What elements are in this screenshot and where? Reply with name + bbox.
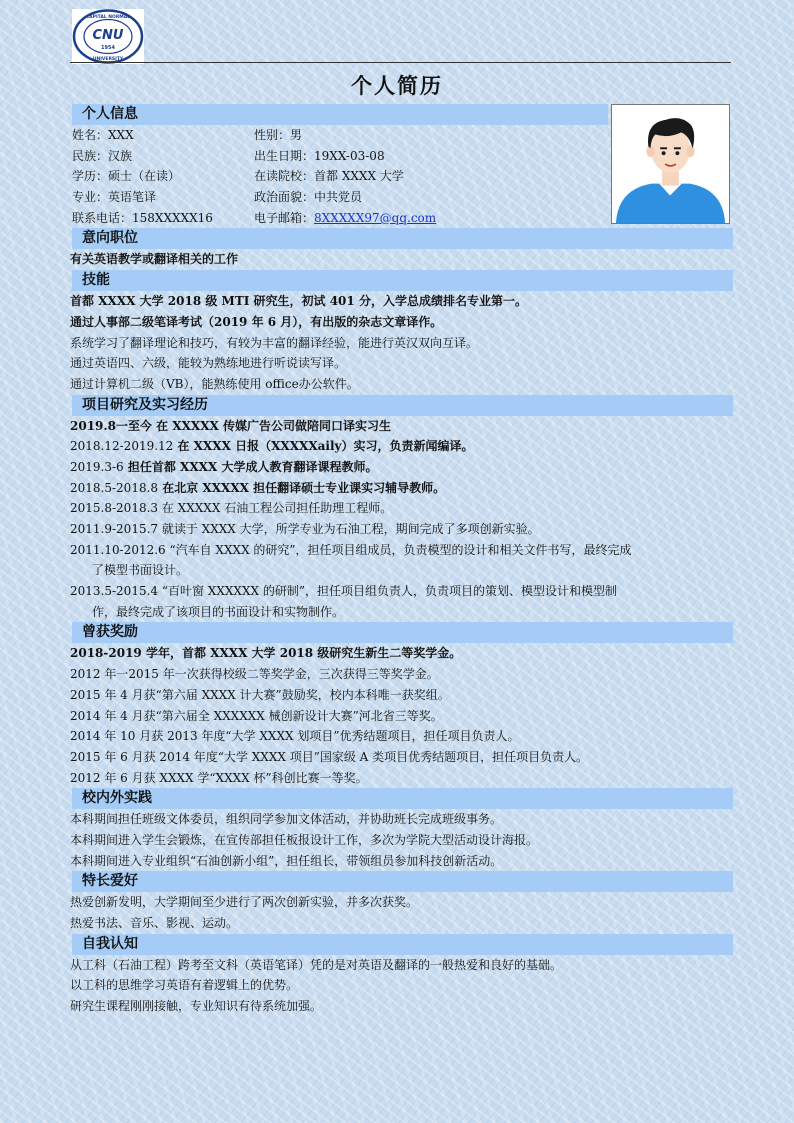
list-item: 从工科（石油工程）跨考至文科（英语笔译）凭的是对英语及翻译的一般热爱和良好的基础。 [70, 957, 563, 972]
project-date: 2018.5-2018.8 [70, 480, 159, 495]
projects-list [70, 416, 733, 623]
project-date: 2011.9-2015.7 [70, 522, 159, 536]
list-item: 2014 年 4 月获“第六届全 XXXXXX 械创新设计大赛”河北省三等奖。 [70, 708, 443, 723]
list-item: 热爱创新发明，大学期间至少进行了两次创新实验，并多次获奖。 [70, 895, 419, 910]
info-row [70, 208, 733, 229]
project-date: 2011.10-2012.6 [70, 542, 166, 557]
gender-field: 性别：男 [254, 128, 303, 142]
project-text: 就读于 XXXX 大学，所学专业为石油工程，期间完成了多项创新实验。 [158, 522, 540, 536]
section-heading-hobbies: 特长爱好 [72, 871, 733, 892]
university-logo [72, 9, 144, 64]
project-line [70, 519, 733, 540]
list-item [70, 498, 733, 519]
project-line [70, 457, 733, 478]
list-item: 通过英语四、六级，能较为熟练地进行听说读写译。 [70, 356, 347, 371]
info-row [70, 146, 733, 167]
list-item [70, 457, 733, 478]
list-item: 系统学习了翻译理论和技巧，有较为丰富的翻译经验，能进行英汉双向互译。 [70, 335, 479, 350]
list-item: 研究生课程刚刚接触，专业知识有待系统加强。 [70, 999, 323, 1014]
major-field: 专业：英语笔译 [72, 190, 157, 205]
list-item: 首都 XXXX 大学 2018 级 MTI 研究生，初试 401 分，入学总成绩排名专业第一。 [70, 294, 527, 309]
project-text: “汽车自 XXXX 的研究”，担任项目组成员，负责模型的设计和相关文件书写，最终完成 [165, 542, 632, 557]
project-text: 在 XXXXX 石油工程公司担任助理工程师。 [158, 501, 393, 516]
practice-list [70, 809, 733, 871]
project-line [70, 436, 733, 457]
list-item: 本科期间担任班级文体委员，组织同学参加文体活动，并协助班长完成班级事务。 [70, 812, 503, 827]
section-heading-personal: 个人信息 [72, 104, 608, 125]
awards-list [70, 643, 733, 788]
project-line [70, 540, 733, 561]
logo-year: 1954 [101, 45, 115, 51]
project-continuation: 了模型书面设计。 [92, 563, 189, 578]
ethnicity-field: 民族：汉族 [72, 148, 133, 163]
section-heading-awards: 曾获奖励 [72, 622, 733, 643]
list-item: 2015 年 6 月获 2014 年度“大学 XXXX 项目”国家级 A 类项目优秀结题项目，担任项目负责人。 [70, 749, 589, 764]
section-heading-intent: 意向职位 [72, 228, 733, 249]
project-date: 2019.8一至今 [70, 418, 152, 433]
project-text: 在 XXXXX 传媒广告公司做陪同口译实习生 [151, 418, 392, 433]
list-item: 以工科的思维学习英语有着逻辑上的优势。 [70, 978, 299, 993]
email-field [254, 208, 436, 229]
list-item [70, 540, 733, 581]
project-date: 2019.3-6 [70, 459, 124, 474]
project-continuation: 作，最终完成了该项目的书面设计和实物制作。 [92, 604, 345, 619]
logo-ring-top: CAPITAL NORMAL [85, 15, 131, 20]
project-text: 担任首都 XXXX 大学成人教育翻译课程教师。 [123, 459, 378, 474]
section-heading-self: 自我认知 [72, 934, 733, 955]
header-divider [70, 62, 731, 63]
section-heading-practice: 校内外实践 [72, 788, 733, 809]
self-list [70, 955, 733, 1017]
project-text: 在北京 XXXXX 担任翻译硕士专业课实习辅导教师。 [158, 480, 446, 495]
project-text: 在 XXXX 日报（XXXXXaily）实习，负责新闻编译。 [173, 439, 474, 454]
list-item: 本科期间进入学生会锻炼，在宣传部担任板报设计工作，多次为学院大型活动设计海报。 [70, 832, 539, 847]
resume-content [70, 104, 733, 1017]
skills-list [70, 291, 733, 394]
list-item [70, 416, 733, 437]
list-item: 本科期间进入专业组织“石油创新小组”，担任组长，带领组员参加科技创新活动。 [70, 853, 503, 868]
section-heading-projects: 项目研究及实习经历 [72, 395, 733, 416]
list-item: 通过人事部二级笔译考试（2019 年 6 月），有出版的杂志文章译作。 [70, 314, 443, 329]
info-row [70, 166, 733, 187]
info-row [70, 187, 733, 208]
logo-center-text: CNU [92, 28, 124, 43]
phone-field: 联系电话：158XXXXX16 [72, 210, 213, 225]
intent-text: 有关英语教学或翻译相关的工作 [70, 252, 239, 267]
page-title: 个人简历 [351, 73, 443, 98]
email-label: 电子邮箱： [254, 210, 315, 225]
list-item: 热爱书法、音乐、影视、运动。 [70, 916, 239, 930]
name-field: 姓名：XXX [72, 128, 134, 142]
project-date: 2013.5-2015.4 [70, 584, 159, 599]
hobbies-list [70, 892, 733, 933]
project-date: 2018.12-2019.12 [70, 439, 174, 454]
list-item [70, 436, 733, 457]
school-field: 在读院校：首都 XXXX 大学 [254, 169, 404, 184]
info-row [70, 125, 733, 146]
list-item [70, 519, 733, 540]
list-item: 2014 年 10 月获 2013 年度“大学 XXXX 划项目”优秀结题项目，担任项目负责人。 [70, 729, 520, 744]
list-item [70, 581, 733, 622]
section-heading-skills: 技能 [72, 270, 733, 291]
email-link[interactable]: 8XXXXX97@qq.com [314, 210, 437, 225]
project-text: “百叶窗 XXXXXX 的研制”，担任项目组负责人，负责项目的策划、模型设计和模型制 [158, 584, 618, 599]
project-line [70, 416, 733, 437]
project-line [70, 498, 733, 519]
list-item: 通过计算机二级（VB），能熟练使用 office办公软件。 [70, 376, 359, 391]
logo-ring-bottom: UNIVERSITY [92, 57, 124, 62]
list-item: 2015 年 4 月获“第六届 XXXX 计大赛”鼓励奖，校内本科唯一获奖组。 [70, 687, 450, 702]
political-field: 政治面貌：中共党员 [254, 190, 363, 205]
list-item: 2018-2019 学年，首都 XXXX 大学 2018 级研究生新生二等奖学金。 [70, 646, 462, 661]
list-item: 2012 年 6 月获 XXXX 学“XXXX 杯”科创比赛一等奖。 [70, 770, 368, 785]
degree-field: 学历：硕士（在读） [72, 169, 181, 184]
project-line [70, 581, 733, 602]
project-line [70, 478, 733, 499]
list-item [70, 478, 733, 499]
birthdate-field: 出生日期：19XX-03-08 [254, 148, 385, 163]
list-item: 2012 年一2015 年一次获得校级二等奖学金，三次获得三等奖学金。 [70, 667, 439, 682]
project-date: 2015.8-2018.3 [70, 501, 159, 516]
